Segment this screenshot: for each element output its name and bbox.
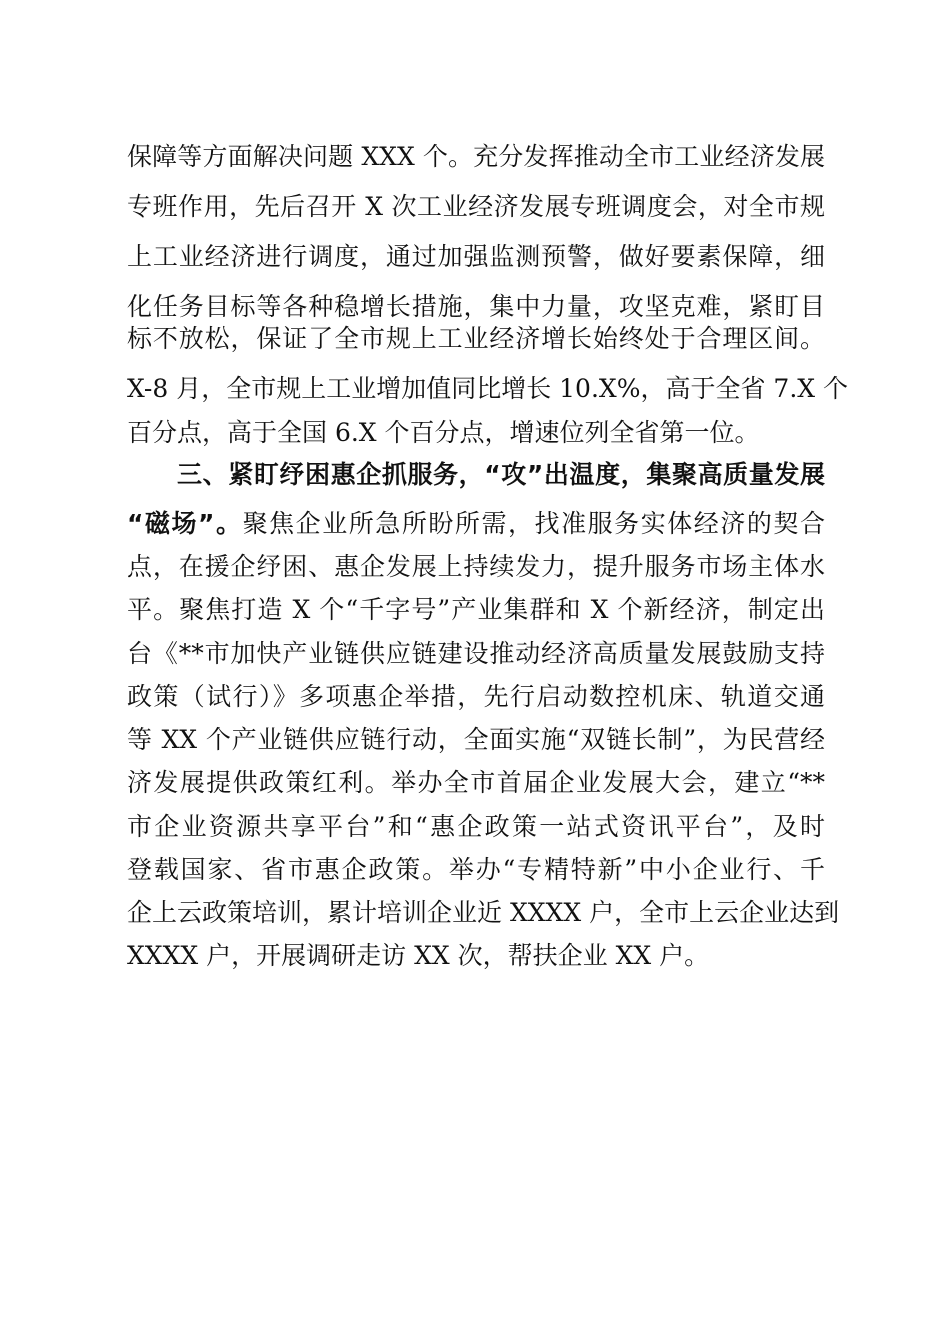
body-text-line: XXXX 户，开展调研走访 XX 次，帮扶企业 XX 户。 xyxy=(127,941,710,970)
body-text-line: 上工业经济进行调度，通过加强监测预警，做好要素保障，细 xyxy=(127,242,825,271)
body-text-line: X-8 月，全市规上工业增加值同比增长 10.X%，高于全省 7.X 个 xyxy=(127,374,849,403)
body-text-line: 化任务目标等各种稳增长措施，集中力量，攻坚克难，紧盯目 xyxy=(127,292,825,321)
body-text-span: 聚焦企业所急所盼所需，找准服务实体经济的契合 xyxy=(242,509,825,538)
body-text-line: 济发展提供政策红利。举办全市首届企业发展大会，建立“** xyxy=(127,768,825,797)
section-heading: 三、紧盯纾困惠企抓服务，“攻”出温度，集聚高质量发展 xyxy=(177,460,825,489)
section-heading-continuation: “磁场”。 xyxy=(127,509,243,538)
body-text-line: 平。聚焦打造 X 个“千字号”产业集群和 X 个新经济，制定出 xyxy=(127,595,825,624)
body-text-line-mixed xyxy=(127,506,825,542)
body-text-line: 点，在援企纾困、惠企发展上持续发力，提升服务市场主体水 xyxy=(127,552,825,581)
body-text-line: 台《**市加快产业链供应链建设推动经济高质量发展鼓励支持 xyxy=(127,639,825,668)
body-text-line: 企上云政策培训，累计培训企业近 XXXX 户，全市上云企业达到 xyxy=(127,898,840,927)
body-text-line: 百分点，高于全国 6.X 个百分点，增速位列全省第一位。 xyxy=(127,418,760,447)
body-text-line: 专班作用，先后召开 X 次工业经济发展专班调度会，对全市规 xyxy=(127,192,825,221)
body-text-line: 市企业资源共享平台”和“惠企政策一站式资讯平台”，及时 xyxy=(127,812,825,841)
body-text-line: 登载国家、省市惠企政策。举办“专精特新”中小企业行、千 xyxy=(127,855,825,884)
body-text-line: 政策（试行）》多项惠企举措，先行启动数控机床、轨道交通 xyxy=(127,682,825,711)
body-text-line: 等 XX 个产业链供应链行动，全面实施“双链长制”，为民营经 xyxy=(127,725,825,754)
body-text-line: 保障等方面解决问题 XXX 个。充分发挥推动全市工业经济发展 xyxy=(127,142,825,171)
body-text-line: 标不放松，保证了全市规上工业经济增长始终处于合理区间。 xyxy=(127,324,825,353)
